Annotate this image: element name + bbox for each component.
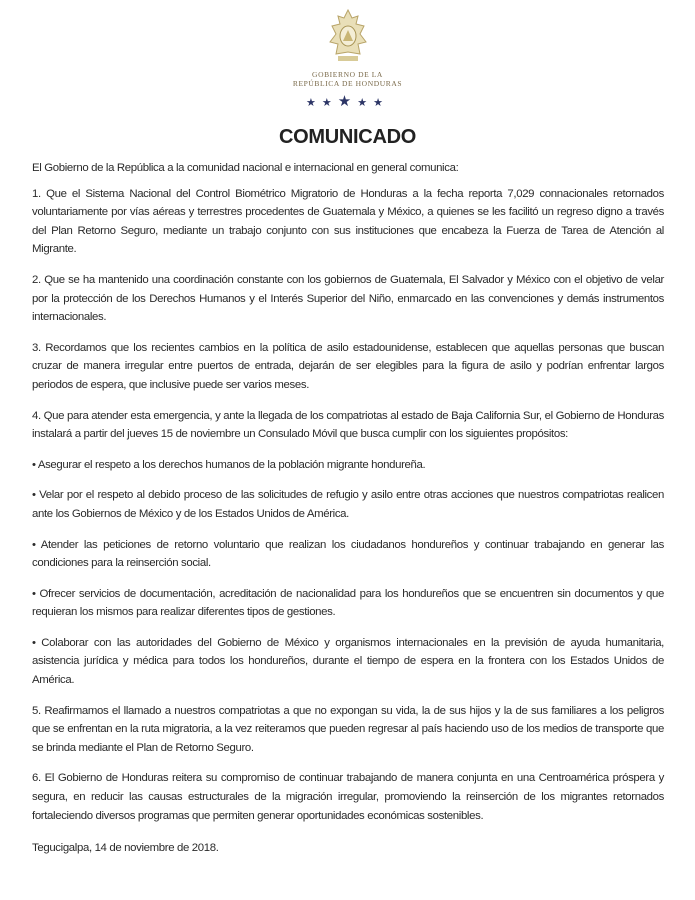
intro-paragraph: El Gobierno de la República a la comunidad nacional e internacional en general comunica: (32, 162, 459, 174)
bullet-item: • Velar por el respeto al debido proceso de las solicitudes de refugio y asilo entre otras acciones que nuestros compatriotas realicen ante los Gobiernos de México y de los Estados Unidos de América. (32, 489, 664, 520)
stars-icon: ★★★★★ (306, 93, 389, 110)
paragraph-3: 3. Recordamos que los recientes cambios en la política de asilo estadounidense, establecen que aquellas personas que buscan cruzar de manera irregular entre puertos de entrada, dejarán de ser elegibles para la figura de asilo y podrían enfrentar largos periodos de espera, que inclusive puede ser varios meses. (32, 341, 664, 391)
document-title: COMUNICADO (279, 126, 416, 148)
paragraph-4: 4. Que para atender esta emergencia, y ante la llegada de los compatriotas al estado de Baja California Sur, el Gobierno de Honduras instalará a partir del jueves 15 de noviembre un Consulado Móvil que busca cumplir con los siguientes propósitos: (32, 409, 664, 441)
government-name (0, 70, 695, 88)
bullet-item: • Atender las peticiones de retorno voluntario que realizan los ciudadanos hondureños y continuar trabajando en generar las condiciones para la reinserción social. (32, 538, 664, 570)
paragraph-5: 5. Reafirmamos el llamado a nuestros compatriotas a que no expongan su vida, la de sus hijos y la de sus familiares a los peligros que se enfrentan en la ruta migratoria, a la vez reiteramos que pueden regresar al país haciendo uso de los medios de transporte que se brinda mediante el Plan de Retorno Seguro. (32, 704, 664, 754)
bullet-item: • Asegurar el respeto a los derechos humanos de la población migrante hondureña. (32, 458, 426, 471)
document-body (32, 159, 664, 870)
gov-line-2: REPÚBLICA DE HONDURAS (292, 79, 403, 88)
letterhead (0, 8, 695, 110)
coat-of-arms-icon (326, 8, 370, 64)
gov-line-1: GOBIERNO DE LA (312, 70, 383, 79)
paragraph-6: 6. El Gobierno de Honduras reitera su compromiso de continuar trabajando de manera conjunta en una Centroamérica próspera y segura, en reducir las causas estructurales de la migración irregular, promoviendo la reinserción de los migrantes retornados fortaleciendo diversos programas que permiten generar oportunidades económicas sostenibles. (32, 772, 664, 822)
paragraph-1: 1. Que el Sistema Nacional del Control Biométrico Migratorio de Honduras a la fecha reporta 7,029 connacionales retornados voluntariamente por vías aéreas y terrestres procedentes de Guatemala y México, a quienes se les facilitó un regreso digno a través del Plan Retorno Seguro, mediante un trabajo conjunto con sus instituciones que encabeza la Fuerza de Tarea de Atención al Migrante. (32, 187, 664, 256)
bullet-item: • Colaborar con las autoridades del Gobierno de México y organismos internacionales en la previsión de ayuda humanitaria, asistencia jurídica y médica para todos los hondureños, durante el tiempo de espera en la frontera con los Estados Unidos de América. (32, 636, 664, 687)
bullet-item: • Ofrecer servicios de documentación, acreditación de nacionalidad para los hondureños que se encuentren sin documentos y que requieran los mismos para realizar diferentes tipos de gestiones. (32, 587, 664, 619)
date-line: Tegucigalpa, 14 de noviembre de 2018. (32, 842, 219, 855)
paragraph-2: 2. Que se ha mantenido una coordinación constante con los gobiernos de Guatemala, El Salvador y México con el objetivo de velar por la protección de los Derechos Humanos y el Interés Superior del Niño, enmarcado en las convenciones y demás instrumentos internacionales. (32, 273, 664, 324)
